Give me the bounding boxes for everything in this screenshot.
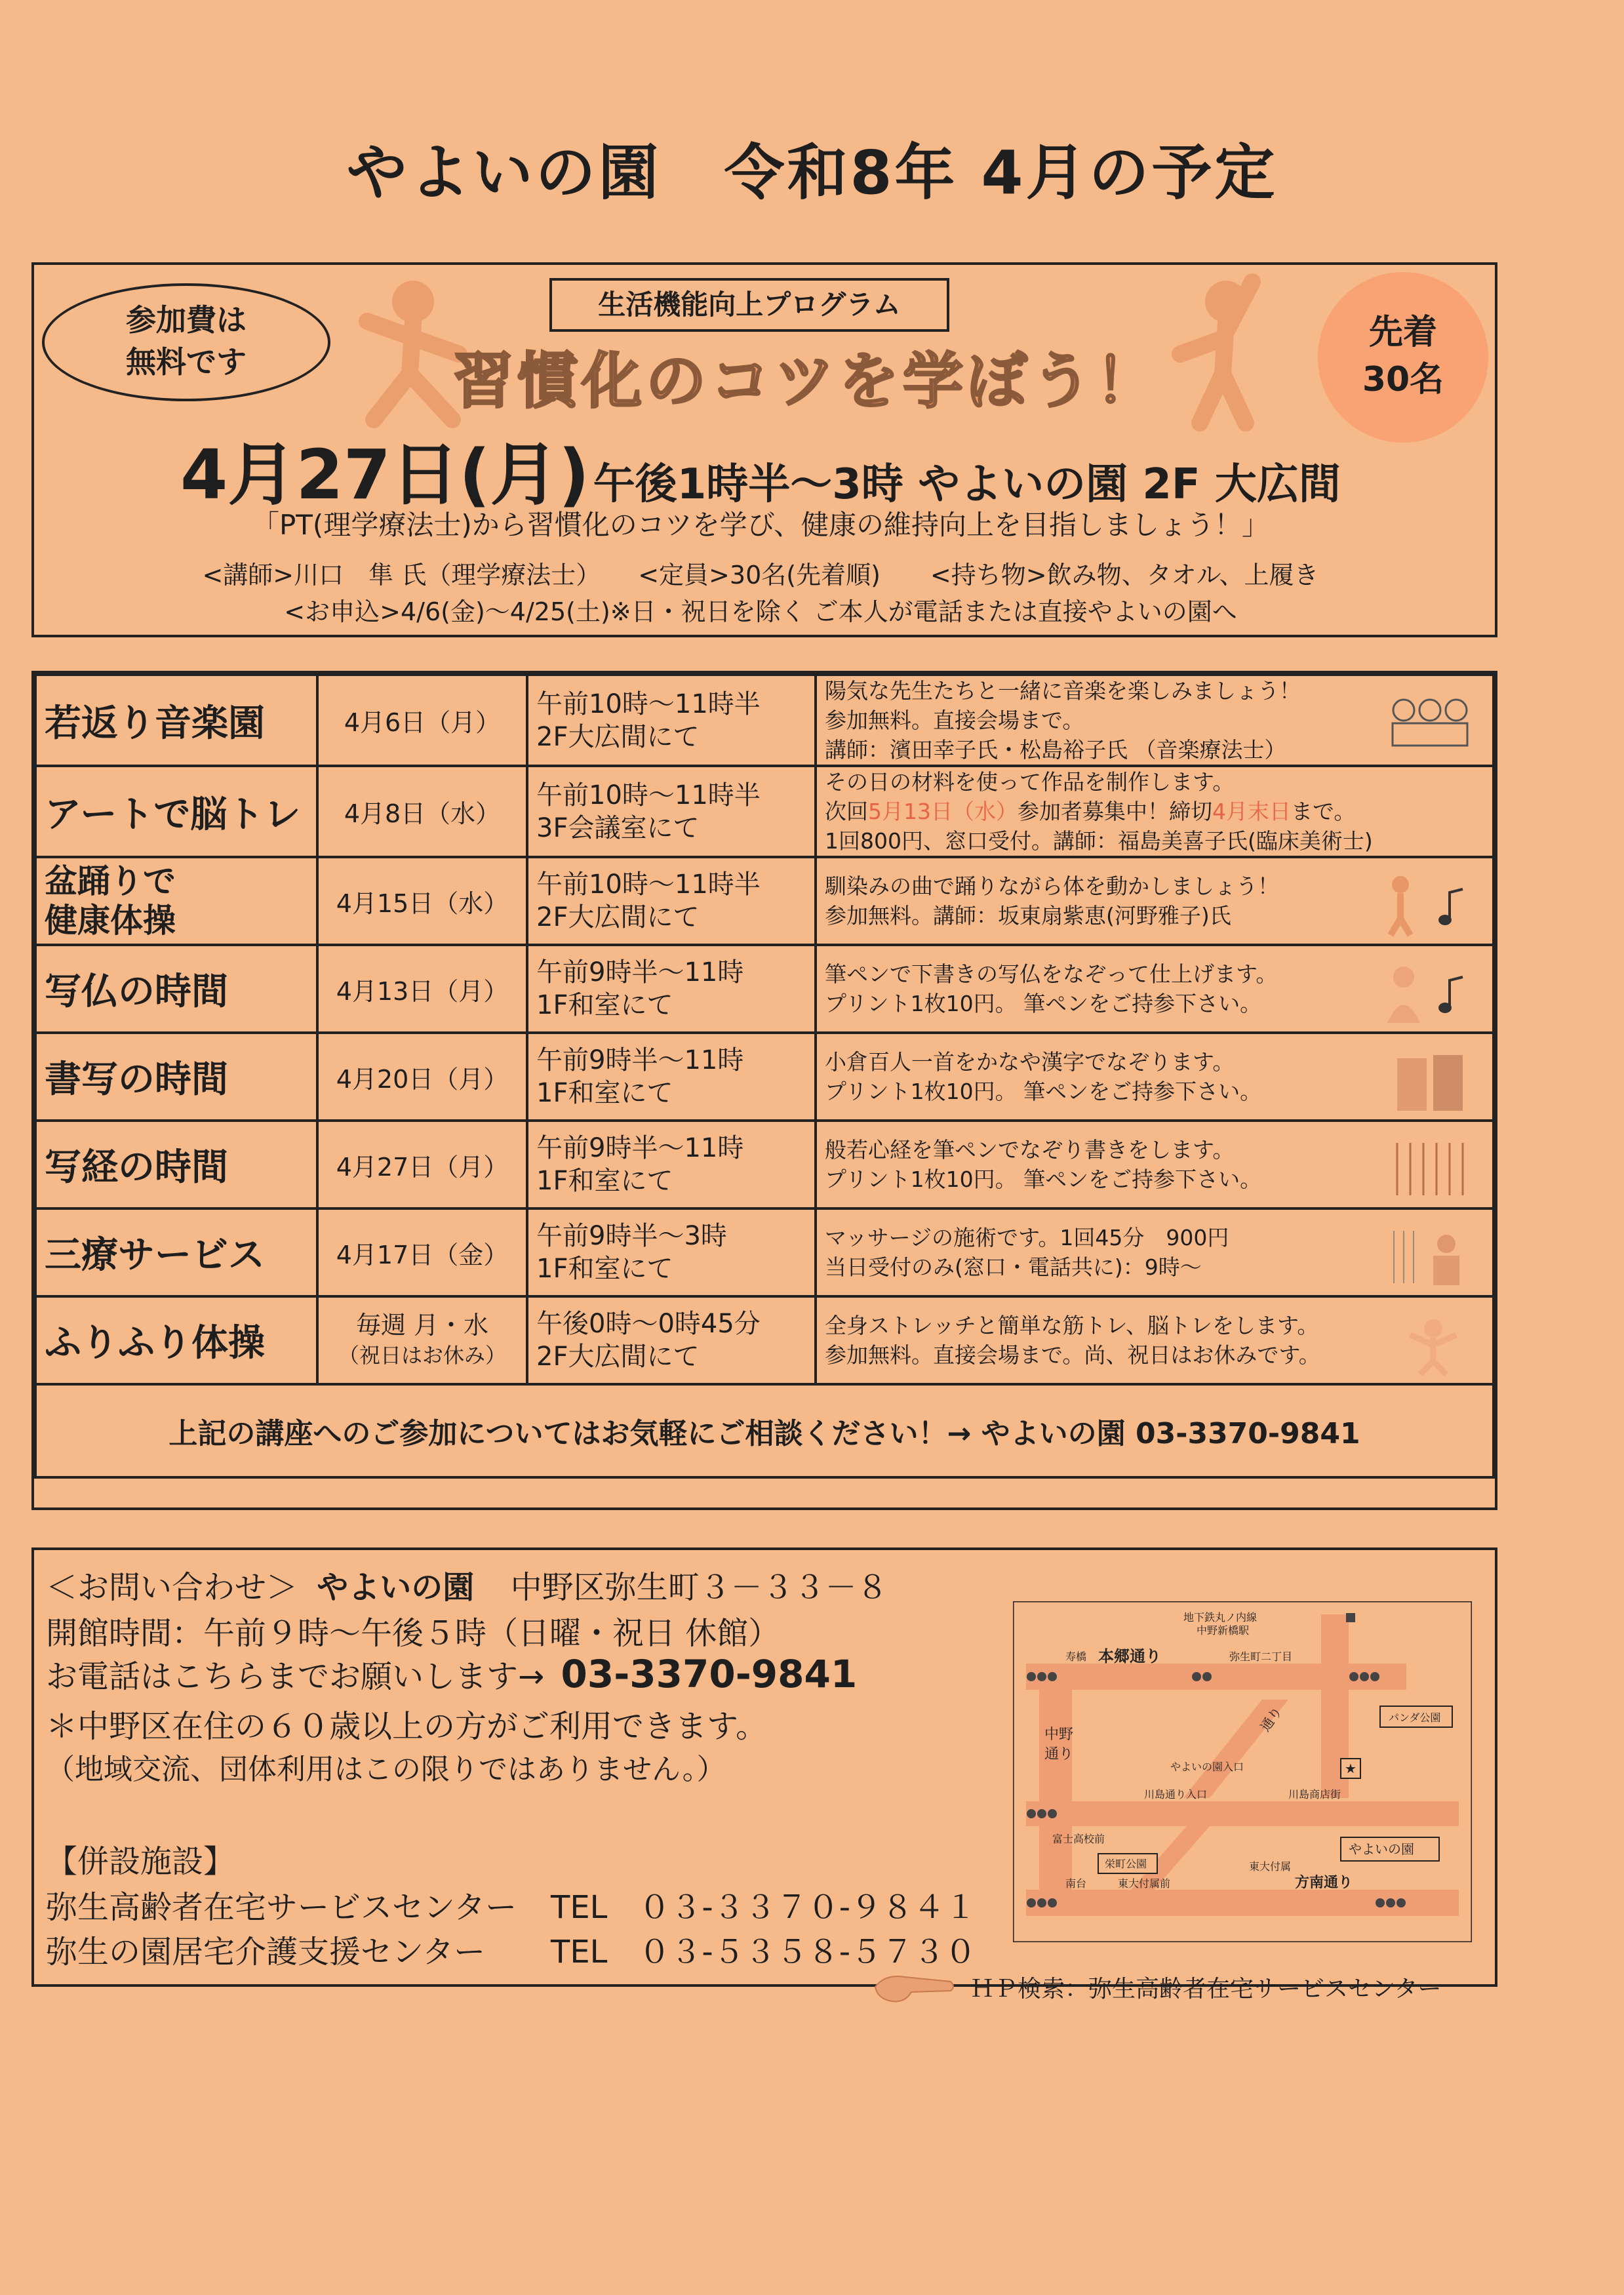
annex-item	[46, 1926, 976, 1972]
eligibility-note: （地域交流、団体利用はこの限りではありません。）	[46, 1753, 726, 1786]
class-description	[816, 1296, 1494, 1384]
schedule-footer: 上記の講座へのご参加についてはお気軽にご相談ください！→ やよいの園 03-3370-9841	[35, 1384, 1494, 1477]
table-row	[35, 945, 1494, 1033]
page-title: やよいの園 令和8年 4月の予定	[346, 138, 1278, 208]
desc-line: 般若心経を筆ペンでなぞり書きをします。	[825, 1137, 1235, 1163]
badge-line-1: 先着	[1368, 313, 1437, 352]
class-date: 4月17日（金）	[317, 1208, 527, 1296]
class-date: 4月6日（月）	[317, 675, 527, 766]
buddha-icon	[1374, 961, 1473, 1026]
desc-line: 筆ペンで下書きの写仏をなぞって仕上げます。	[825, 961, 1278, 987]
program-label: 生活機能向上プログラム	[549, 278, 949, 332]
desc-part: 次回	[825, 799, 868, 824]
class-date: 4月8日（水）	[317, 766, 527, 857]
badge-line-2: 30名	[1362, 360, 1444, 399]
phone-label: お電話はこちらまでお願いします→	[46, 1658, 545, 1695]
desc-line: マッサージの施術です。1回45分 900円	[825, 1225, 1229, 1250]
schedule-table	[34, 673, 1495, 1479]
map-label-nakano1: 中野	[1044, 1726, 1074, 1743]
desc-line: 馴染みの曲で踊りながら体を動かしましょう！	[825, 873, 1279, 899]
class-date: 4月15日（水）	[317, 857, 527, 945]
class-description	[816, 1121, 1494, 1208]
class-name: 写経の時間	[35, 1121, 317, 1208]
table-row	[35, 1296, 1494, 1384]
table-row	[35, 1208, 1494, 1296]
massage-icon	[1387, 1224, 1473, 1290]
map-label-nakano2: 通り	[1044, 1746, 1074, 1763]
class-time	[527, 1208, 816, 1296]
program-time-place: 午後1時半～3時 やよいの園 2F 大広間	[593, 460, 1341, 509]
program-date: 4月27日(月)	[180, 435, 590, 515]
class-time	[527, 1121, 816, 1208]
class-date	[317, 1296, 527, 1384]
desc-line: プリント1枚10円。 筆ペンをご持参下さい。	[825, 991, 1262, 1016]
map-label-kawashima-shop: 川島商店街	[1288, 1788, 1341, 1801]
table-row	[35, 857, 1494, 945]
svg-text:★: ★	[1345, 1761, 1357, 1776]
class-date: 4月13日（月）	[317, 945, 527, 1033]
annex-tel: TEL ０３-５３５８-５７３０	[551, 1934, 977, 1970]
class-time-1: 午前9時半～11時	[536, 1133, 744, 1163]
stretch-icon	[1394, 1312, 1473, 1378]
map-label-todai-mae: 東大付属前	[1118, 1877, 1171, 1890]
map-label-todai: 東大付属	[1249, 1860, 1292, 1873]
class-time-1: 午前10時～11時半	[536, 688, 761, 719]
class-time	[527, 675, 816, 766]
annex-item	[46, 1882, 976, 1927]
desc-line: 当日受付のみ(窓口・電話共に)：9時～	[825, 1254, 1202, 1280]
program-description: 「PT(理学療法士)から習慣化のコツを学び、健康の維持向上を目指しましょう！」	[251, 509, 1270, 541]
desc-line: 陽気な先生たちと一緒に音楽を楽しみましょう！	[825, 678, 1301, 704]
class-name: 三療サービス	[35, 1208, 317, 1296]
desc-line: 講師：濱田幸子氏・松島裕子氏 （音楽療法士）	[825, 737, 1286, 763]
class-time	[527, 1033, 816, 1121]
class-time-1: 午前10時～11時半	[536, 869, 761, 900]
desc-line: 参加無料。直接会場まで。尚、祝日はお休みです。	[825, 1342, 1320, 1368]
class-time	[527, 945, 816, 1033]
next-date-highlight: 5月13日（水）	[868, 799, 1018, 824]
first-come-badge	[1318, 272, 1488, 443]
map-label-station1: 地下鉄丸ノ内線	[1183, 1611, 1258, 1624]
class-date: 4月27日（月）	[317, 1121, 527, 1208]
class-name	[35, 857, 317, 945]
map-label-station2: 中野新橋駅	[1197, 1624, 1250, 1637]
free-fee-oval	[42, 283, 330, 401]
class-date: 4月20日（月）	[317, 1033, 527, 1121]
sutra-icon	[1387, 1136, 1473, 1202]
poet-icon	[1387, 1048, 1473, 1114]
inquiry-label: ＜お問い合わせ＞	[46, 1569, 298, 1606]
map-label-nandai: 南台	[1065, 1877, 1087, 1890]
map-label-honan: 方南通り	[1295, 1875, 1353, 1891]
map-label-jukyo: 寿橋	[1065, 1650, 1087, 1663]
phone-number: 03-3370-9841	[561, 1652, 858, 1696]
map-label-sakae: 栄町公園	[1105, 1858, 1147, 1870]
class-time-1: 午後0時～0時45分	[536, 1309, 761, 1339]
phone-line	[46, 1651, 857, 1696]
desc-line: プリント1枚10円。 筆ペンをご持参下さい。	[825, 1167, 1262, 1192]
address: 中野区弥生町３－３３－８	[510, 1569, 888, 1606]
fee-line-2: 無料です	[126, 344, 247, 380]
class-description	[816, 945, 1494, 1033]
desc-line: 全身ストレッチと簡単な筋トレ、脳トレをします。	[825, 1313, 1319, 1338]
class-date-line-2: （祝日はお休み）	[338, 1343, 506, 1368]
annex-name: 弥生高齢者在宅サービスセンター	[46, 1889, 517, 1926]
map-label-yayoi: やよいの園	[1349, 1841, 1414, 1857]
map-label-entrance: やよいの園入口	[1170, 1761, 1244, 1773]
eligibility: ＊中野区在住の６０歳以上の方がご利用できます。	[46, 1708, 768, 1745]
opening-hours: 開館時間：午前９時～午後５時（日曜・祝日 休館）	[46, 1615, 780, 1652]
annex-name: 弥生の園居宅介護支援センター	[46, 1934, 486, 1970]
class-description	[816, 857, 1494, 945]
annex-label: 【併設施設】	[46, 1843, 235, 1880]
fee-line-1: 参加費は	[126, 302, 247, 338]
class-name: ふりふり体操	[35, 1296, 317, 1384]
class-description	[816, 766, 1494, 857]
table-row	[35, 675, 1494, 766]
program-apply: <お申込>4/6(金)～4/25(土)※日・祝日を除く ご本人が電話または直接やよいの園へ	[284, 597, 1237, 626]
class-place: 1F和室にて	[536, 1166, 673, 1196]
desc-part: まで。	[1291, 799, 1356, 824]
class-place: 2F大広間にて	[536, 902, 700, 932]
pointing-hand-icon	[872, 1967, 957, 2006]
class-time	[527, 857, 816, 945]
class-name: 若返り音楽園	[35, 675, 317, 766]
desc-line: その日の材料を使って作品を制作します。	[825, 769, 1235, 795]
class-name: 書写の時間	[35, 1033, 317, 1121]
class-name: アートで脳トレ	[35, 766, 317, 857]
map-label-hongo: 本郷通り	[1098, 1647, 1161, 1666]
desc-part: 参加者募集中！締切	[1018, 799, 1212, 824]
class-name: 写仏の時間	[35, 945, 317, 1033]
class-time-1: 午前10時～11時半	[536, 780, 761, 810]
class-name-line-2: 健康体操	[45, 902, 176, 940]
desc-line: 参加無料。直接会場まで。	[825, 708, 1084, 733]
table-row-footer	[35, 1384, 1494, 1477]
exercise-figure-right-icon	[1154, 269, 1285, 433]
desc-line-highlight	[825, 797, 1484, 826]
class-place: 2F大広間にて	[536, 1342, 700, 1372]
class-time-1: 午前9時半～3時	[536, 1221, 727, 1251]
class-time-1: 午前9時半～11時	[536, 1045, 744, 1075]
desc-line: プリント1枚10円。 筆ペンをご持参下さい。	[825, 1079, 1262, 1104]
map-label-yayoi2: 弥生町二丁目	[1229, 1650, 1293, 1663]
class-time	[527, 1296, 816, 1384]
map-label-hinan: 通り	[1257, 1704, 1286, 1734]
class-time	[527, 766, 816, 857]
table-row	[35, 1121, 1494, 1208]
desc-line: 1回800円、窓口受付。講師：福島美喜子氏(臨床美術士)	[825, 828, 1373, 854]
program-info: <講師>川口 隼 氏（理学療法士） <定員>30名(先着順) <持ち物>飲み物、タオル、上履き	[202, 561, 1319, 589]
class-name-line-1: 盆踊りで	[45, 862, 176, 900]
class-place: 2F大広間にて	[536, 721, 700, 752]
class-place: 3F会議室にて	[536, 812, 700, 843]
map-label-panda: パンダ公園	[1389, 1711, 1441, 1724]
annex-tel: TEL ０３-３３７０-９８４１	[551, 1889, 977, 1926]
map-label-fuji: 富士高校前	[1052, 1833, 1105, 1845]
table-row	[35, 766, 1494, 857]
class-place: 1F和室にて	[536, 1078, 673, 1108]
map-label-kawashima-entrance: 川島通り入口	[1144, 1788, 1208, 1801]
class-description	[816, 675, 1494, 766]
class-description	[816, 1208, 1494, 1296]
singers-icon	[1387, 690, 1473, 749]
deadline-highlight: 4月末日	[1212, 799, 1291, 824]
desc-line: 小倉百人一首をかなや漢字でなぞります。	[825, 1049, 1235, 1075]
inquiry-line	[46, 1562, 888, 1607]
access-map	[1013, 1601, 1472, 1942]
table-row	[35, 1033, 1494, 1121]
class-time-1: 午前9時半～11時	[536, 957, 744, 988]
facility-name: やよいの園	[317, 1569, 475, 1606]
class-date-line-1: 毎週 月・水	[355, 1311, 489, 1340]
class-place: 1F和室にて	[536, 990, 673, 1020]
desc-line: 参加無料。講師：坂東扇紫恵(河野雅子)氏	[825, 903, 1231, 928]
class-place: 1F和室にて	[536, 1254, 673, 1284]
dancer-music-icon	[1374, 873, 1473, 938]
class-description	[816, 1033, 1494, 1121]
program-headline: 習慣化のコツを学ぼう！	[452, 346, 1160, 416]
hp-search: ＨＰ検索：弥生高齢者在宅サービスセンター	[970, 1976, 1442, 2003]
